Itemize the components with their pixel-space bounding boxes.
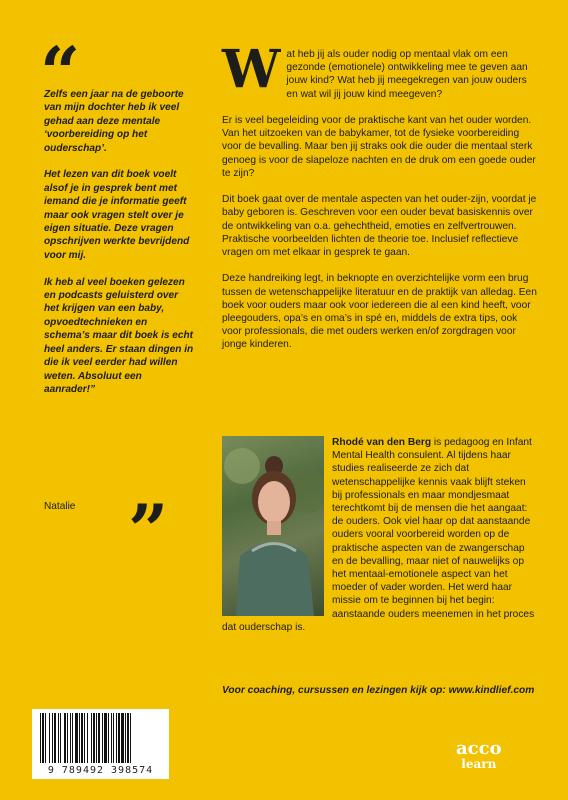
barcode-bar — [45, 713, 46, 763]
intro-text: at heb jij als ouder nodig op mentaal vlak om een gezonde (emotionele) ontwikkeling mee te geven aan jouw kind? Wat heb jij meegekregen van jouw ouders en wat wil jij jouw kind meegeven? — [286, 49, 528, 100]
barcode-bar — [58, 713, 59, 763]
barcode-bar — [93, 713, 95, 763]
barcode-bar — [111, 713, 112, 763]
barcode-bar — [96, 713, 97, 763]
barcode-bar — [64, 713, 66, 763]
contact-cta: Voor coaching, cursussen en lezingen kijk op: www.kindlief.com — [222, 685, 535, 696]
barcode-bar — [42, 713, 44, 763]
publisher-name: acco — [456, 738, 502, 759]
testimonial — [44, 88, 194, 410]
barcode-bar — [67, 713, 68, 763]
author-bio — [222, 436, 538, 634]
barcode-bar — [81, 713, 83, 763]
publisher-logo — [456, 740, 502, 770]
dropcap: W — [222, 39, 281, 100]
barcode-bar — [127, 713, 129, 763]
barcode-bar — [49, 713, 50, 763]
barcode-bar — [91, 713, 92, 763]
barcode-bar — [125, 713, 126, 763]
barcode-bar — [87, 713, 88, 763]
barcode-bar — [118, 713, 120, 763]
barcode-bar — [54, 713, 56, 763]
barcode-bar — [121, 713, 124, 763]
barcode-bar — [75, 713, 78, 763]
body-paragraph: Er is veel begeleiding voor de praktische kant van het ouder worden. Van het uitzoeken van de babykamer, tot de fysieke voorbereiding voor de bevalling. Maar ben jij straks ook die ouder die mentaal sterk genoeg is voor de slapeloze nachten en de druk om een goede ouder te zijn? — [222, 115, 536, 179]
author-bio-text: is pedagoog en Infant Mental Health consulent. Al tijdens haar studies realiseerde ze zich dat wetenschappelijke kennis vaak blijft steken bij professionals en maar mondjesmaat terechtkomt bij de mensen die het aangaat: de ouders. Ook viel haar op dat aanstaande ouders vooral voorbereid worden op de praktische aspecten van de zwangerschap en de bevalling, maar niet of nauwelijks op het mentaal-emotionele aspect van het moeder of vader worden. Het werd haar missie om te beginnen bij het begin: aanstaande ouders meenemen in het proces dat ouderschap is. — [222, 437, 535, 633]
isbn-barcode — [32, 709, 169, 779]
barcode-bar — [72, 713, 73, 763]
barcode-bar — [52, 713, 53, 763]
barcode-bar — [116, 713, 117, 763]
testimonial-paragraph: Ik heb al veel boeken gelezen en podcasts geluisterd over het krijgen van een baby, opvoedtechnieken en schema’s maar dit boek is echt heel anders. Er staan dingen in die ik veel eerder had willen weten. Absoluut een aanrader!” — [44, 276, 194, 395]
body-paragraph: Dit boek gaat over de mentale aspecten van het ouder-zijn, voordat je baby geboren is. Geschreven voor een ouder bevat basiskennis over de ontwikkeling van o.a. gehechtheid, emoties en zelfvertrouwen. Praktische voorbeelden lichten de theorie toe. Inclusief reflectieve vragen om met elkaar in gesprek te gaan. — [222, 194, 537, 259]
barcode-bar — [130, 713, 131, 763]
barcode-bar — [70, 713, 71, 763]
publisher-imprint: learn — [461, 757, 497, 771]
testimonial-paragraph: Het lezen van dit boek voelt alsof je in gesprek bent met iemand die je informatie geeft maar ook vragen stelt over je eigen situatie. Deze vragen opschrijven werkte bevrijdend voor mij. — [44, 169, 190, 261]
barcode-bar — [79, 713, 80, 763]
barcode-bar — [108, 713, 109, 763]
intro-paragraph — [222, 39, 538, 101]
testimonial-author: Natalie — [44, 501, 76, 512]
opening-quote-mark: “ — [40, 31, 81, 114]
testimonial-paragraph: Zelfs een jaar na de geboorte van mijn dochter heb ik veel gehad aan deze mentale ‘voorbereiding op het ouderschap’. — [44, 89, 184, 154]
closing-quote-mark: ” — [128, 489, 169, 572]
barcode-bar — [98, 713, 100, 763]
barcode-bar — [60, 713, 61, 763]
barcode-bar — [113, 713, 114, 763]
body-paragraph: Deze handreiking legt, in beknopte en overzichtelijke vorm een brug tussen de wetenschappelijke literatuur en de praktijk van alledag. Een boek voor ouders maar ook voor iedereen die al een kind heeft, voor pleegouders, opa’s en oma’s in spé en, middels de extra tips, ook voor professionals, die met ouders werken en/of zorgdragen voor jonge kinderen. — [222, 273, 537, 351]
blurb — [222, 39, 538, 365]
barcode-bar — [84, 713, 85, 763]
barcode-bar — [104, 713, 107, 763]
isbn-number: 9 789492 398574 — [47, 765, 154, 776]
barcode-bar — [40, 713, 41, 763]
author-name: Rhodé van den Berg — [332, 437, 432, 448]
barcode-bar — [102, 713, 103, 763]
